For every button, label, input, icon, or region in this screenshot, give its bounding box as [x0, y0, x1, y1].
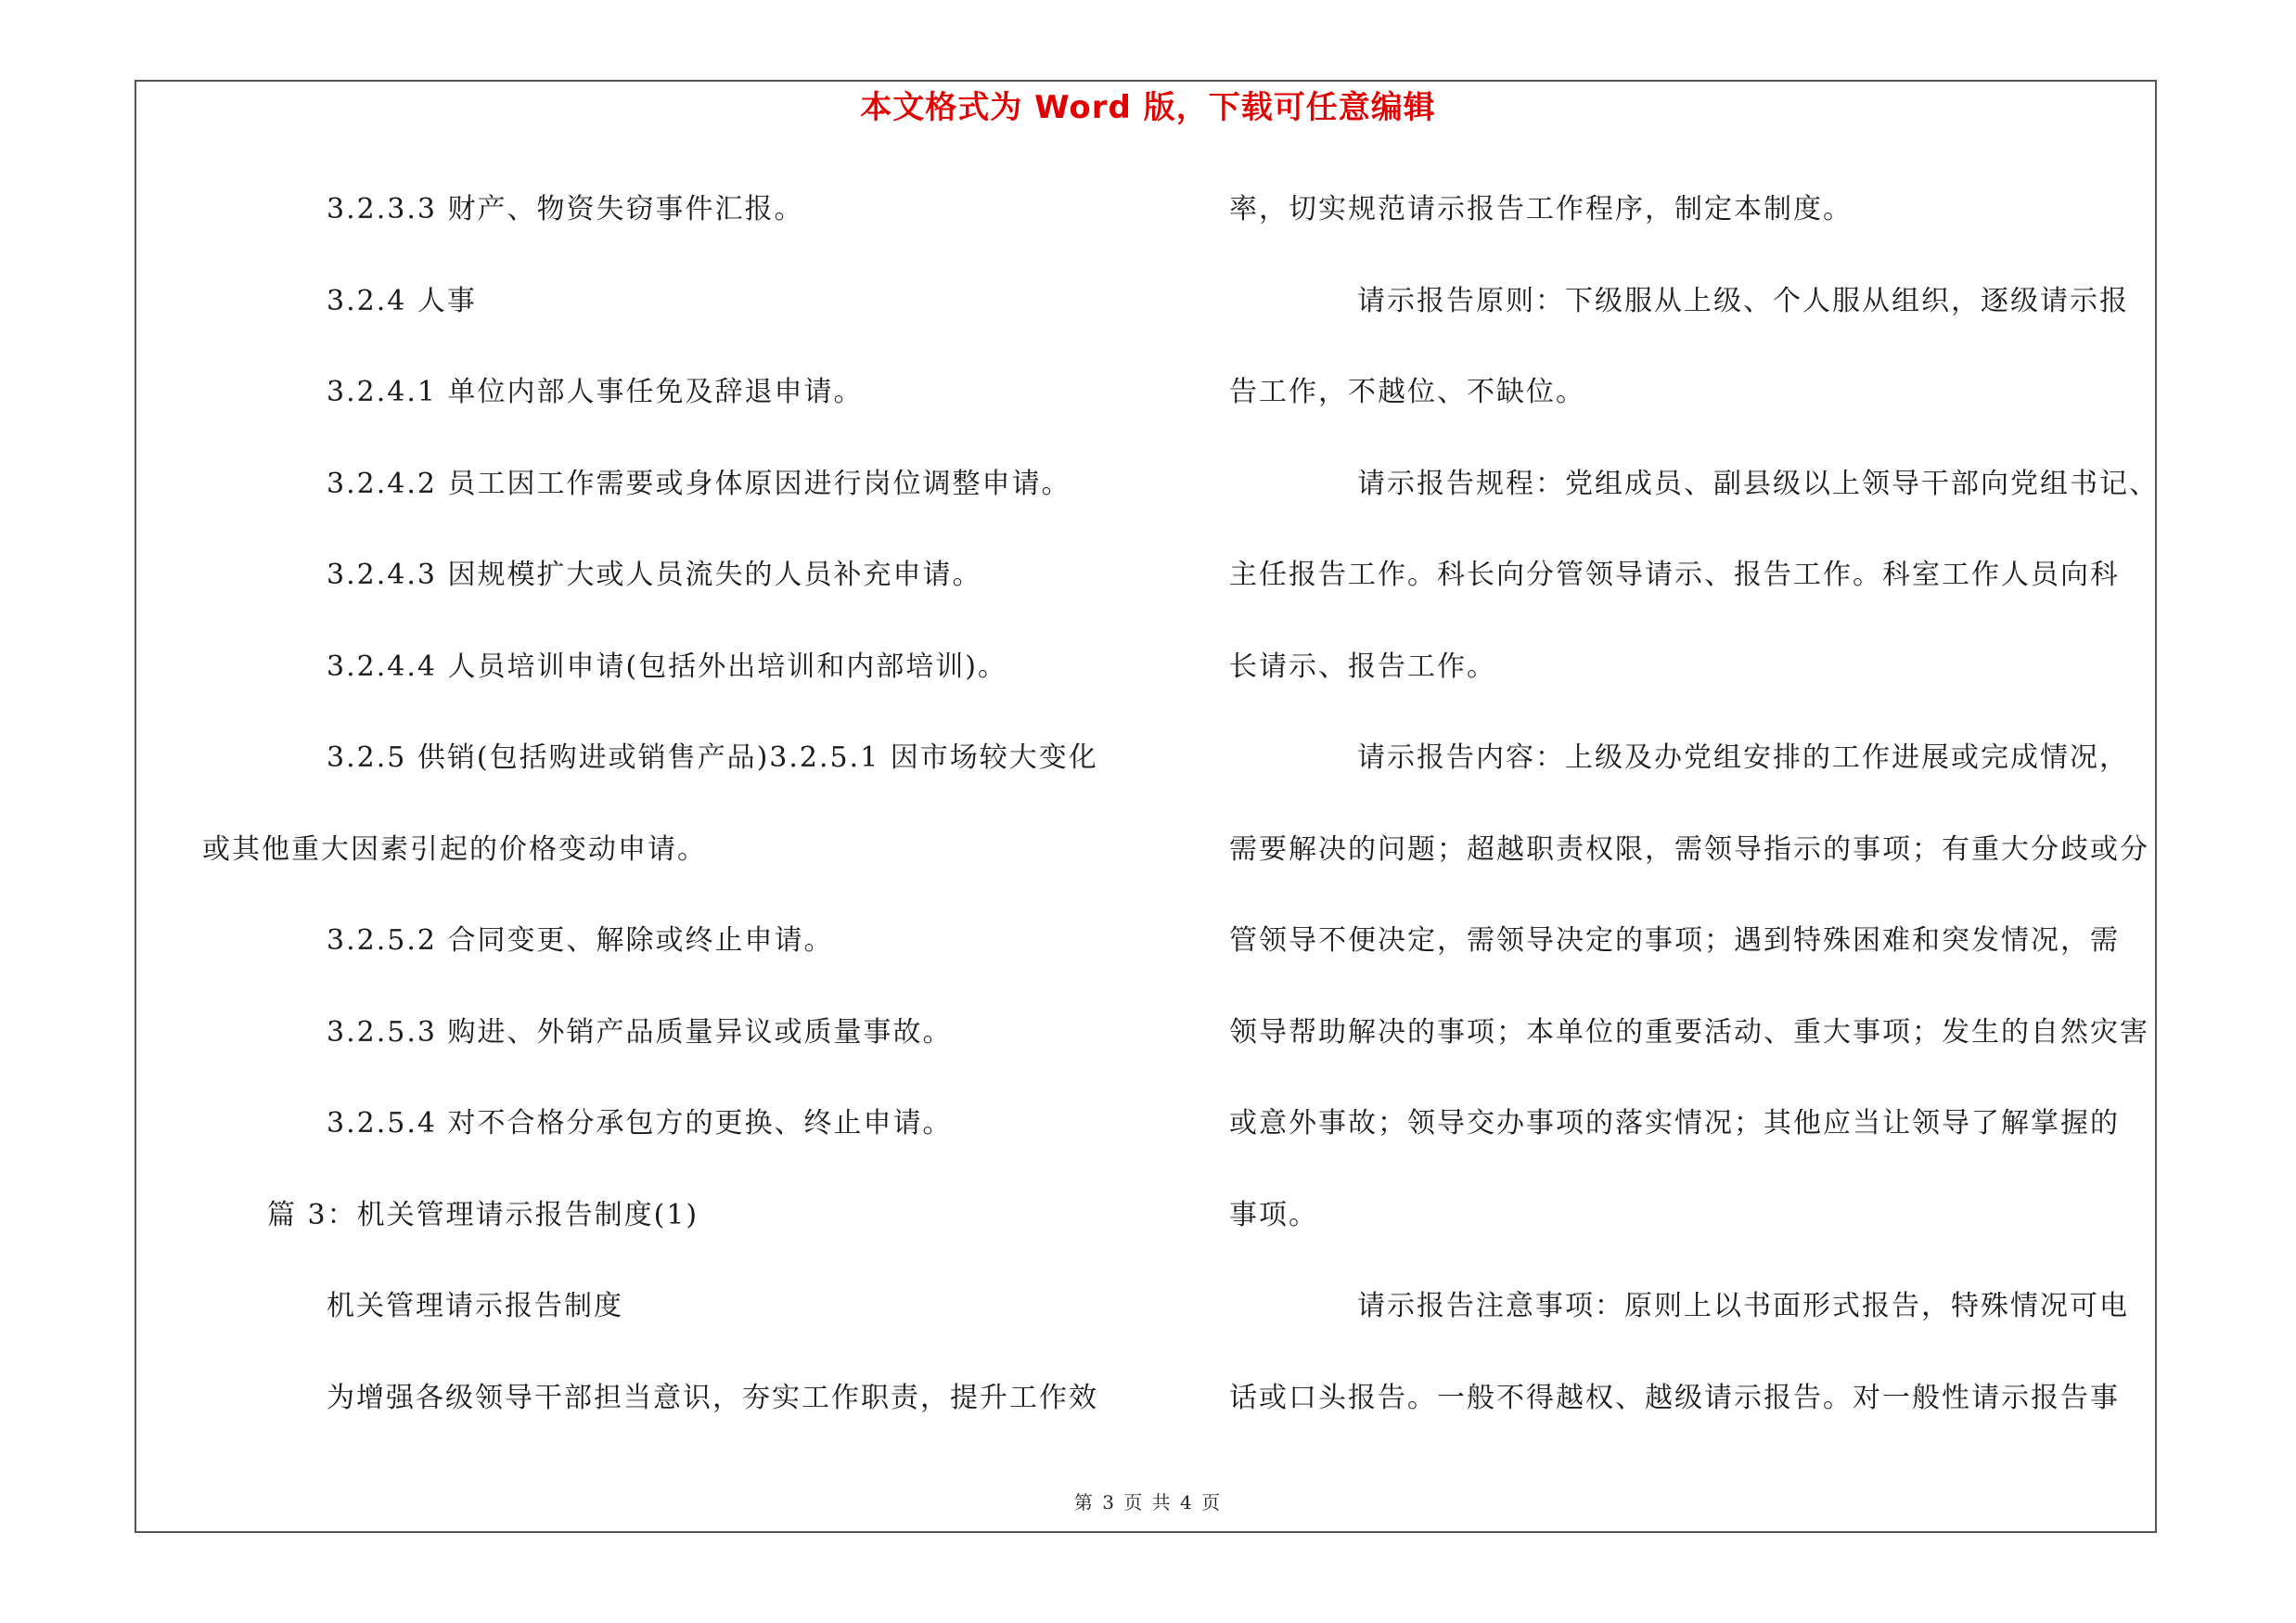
paragraph-line: 主任报告工作。科长向分管领导请示、报告工作。科室工作人员向科	[1229, 559, 2120, 591]
paragraph-line: 管领导不便决定，需领导决定的事项；遇到特殊困难和突发情况，需	[1229, 924, 2120, 957]
paragraph-line: 3.2.4.1 单位内部人事任免及辞退申请。	[327, 376, 864, 408]
left-text-column	[202, 182, 1167, 1462]
paragraph-line: 需要解决的问题；超越职责权限，需领导指示的事项；有重大分歧或分	[1229, 832, 2149, 866]
paragraph-line: 请示报告注意事项：原则上以书面形式报告，特殊情况可电	[1357, 1290, 2129, 1322]
paragraph-line: 3.2.4.2 员工因工作需要或身体原因进行岗位调整申请。	[327, 467, 1071, 500]
paragraph-line: 3.2.4.4 人员培训申请(包括外出培训和内部培训)。	[327, 650, 1007, 683]
paragraph-line: 3.2.3.3 财产、物资失窃事件汇报。	[327, 193, 804, 225]
paragraph-line: 3.2.5.2 合同变更、解除或终止申请。	[327, 924, 834, 957]
paragraph-line: 3.2.5 供销(包括购进或销售产品)3.2.5.1 因市场较大变化	[327, 741, 1098, 774]
paragraph-line: 或其他重大因素引起的价格变动申请。	[202, 832, 707, 866]
paragraph-line: 请示报告内容：上级及办党组安排的工作进展或完成情况，	[1357, 741, 2129, 774]
paragraph-line: 长请示、报告工作。	[1229, 650, 1496, 683]
right-text-column	[1229, 182, 2157, 1462]
paragraph-line: 请示报告原则：下级服从上级、个人服从组织，逐级请示报	[1357, 284, 2129, 317]
paragraph-line: 3.2.4.3 因规模扩大或人员流失的人员补充申请。	[327, 559, 982, 591]
paragraph-line: 或意外事故；领导交办事项的落实情况；其他应当让领导了解掌握的	[1229, 1107, 2120, 1140]
section-heading: 3.2.4 人事	[327, 284, 477, 317]
paragraph-line: 为增强各级领导干部担当意识，夯实工作职责，提升工作效	[327, 1381, 1098, 1414]
paragraph-line: 领导帮助解决的事项；本单位的重要活动、重大事项；发生的自然灾害	[1229, 1015, 2149, 1049]
paragraph-line: 3.2.5.3 购进、外销产品质量异议或质量事故。	[327, 1015, 953, 1049]
paragraph-line: 3.2.5.4 对不合格分承包方的更换、终止申请。	[327, 1107, 953, 1140]
paragraph-line: 事项。	[1229, 1198, 1318, 1231]
paragraph-line: 话或口头报告。一般不得越权、越级请示报告。对一般性请示报告事	[1229, 1381, 2120, 1414]
paragraph-line: 告工作，不越位、不缺位。	[1229, 376, 1585, 408]
page-number-footer: 第 3 页 共 4 页	[1073, 1491, 1223, 1514]
paragraph-line: 率，切实规范请示报告工作程序，制定本制度。	[1229, 193, 1853, 225]
format-banner: 本文格式为 Word 版，下载可任意编辑	[860, 89, 1436, 126]
document-title: 机关管理请示报告制度	[327, 1290, 623, 1322]
paragraph-line: 请示报告规程：党组成员、副县级以上领导干部向党组书记、	[1357, 467, 2159, 500]
chapter-heading: 篇 3：机关管理请示报告制度(1)	[267, 1198, 699, 1231]
